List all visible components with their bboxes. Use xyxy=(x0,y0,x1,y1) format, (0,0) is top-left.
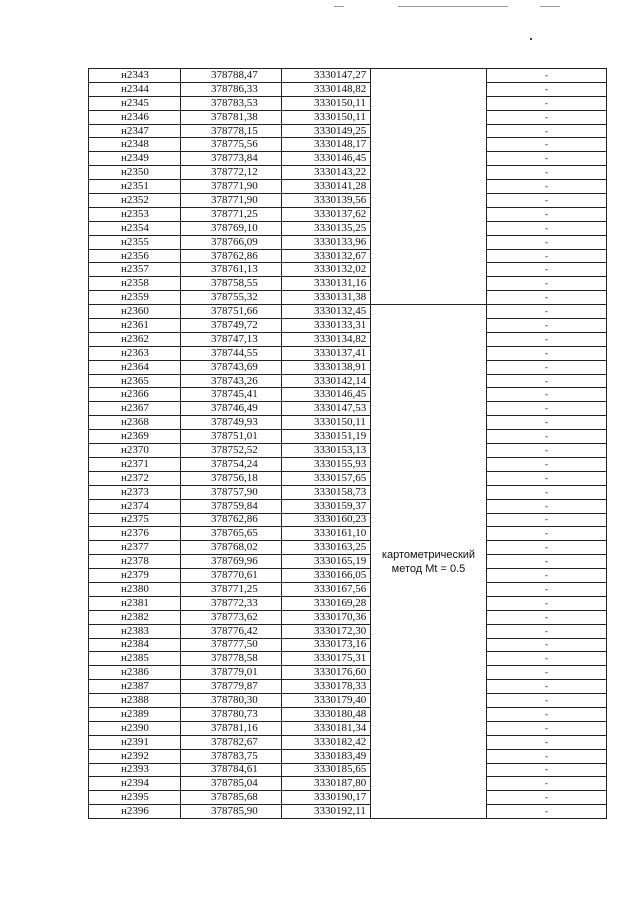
error-cell: - xyxy=(487,666,607,680)
y-coordinate-cell: 3330176,60 xyxy=(282,666,371,680)
x-coordinate-cell: 378749,93 xyxy=(181,416,282,430)
point-id-cell: н2390 xyxy=(89,721,181,735)
error-cell: - xyxy=(487,110,607,124)
y-coordinate-cell: 3330150,11 xyxy=(282,110,371,124)
x-coordinate-cell: 378762,86 xyxy=(181,249,282,263)
x-coordinate-cell: 378771,90 xyxy=(181,194,282,208)
point-id-cell: н2387 xyxy=(89,680,181,694)
error-cell: - xyxy=(487,457,607,471)
y-coordinate-cell: 3330158,73 xyxy=(282,485,371,499)
y-coordinate-cell: 3330182,42 xyxy=(282,735,371,749)
y-coordinate-cell: 3330143,22 xyxy=(282,166,371,180)
table-row xyxy=(89,624,607,638)
point-id-cell: н2396 xyxy=(89,805,181,819)
x-coordinate-cell: 378746,49 xyxy=(181,402,282,416)
table-row xyxy=(89,721,607,735)
error-cell: - xyxy=(487,138,607,152)
error-cell: - xyxy=(487,402,607,416)
x-coordinate-cell: 378770,61 xyxy=(181,569,282,583)
point-id-cell: н2378 xyxy=(89,555,181,569)
error-cell: - xyxy=(487,360,607,374)
error-cell: - xyxy=(487,444,607,458)
y-coordinate-cell: 3330153,13 xyxy=(282,444,371,458)
y-coordinate-cell: 3330147,27 xyxy=(282,69,371,83)
y-coordinate-cell: 3330132,67 xyxy=(282,249,371,263)
point-id-cell: н2393 xyxy=(89,763,181,777)
y-coordinate-cell: 3330170,36 xyxy=(282,610,371,624)
y-coordinate-cell: 3330161,10 xyxy=(282,527,371,541)
point-id-cell: н2383 xyxy=(89,624,181,638)
error-cell: - xyxy=(487,777,607,791)
point-id-cell: н2377 xyxy=(89,541,181,555)
x-coordinate-cell: 378779,87 xyxy=(181,680,282,694)
y-coordinate-cell: 3330173,16 xyxy=(282,638,371,652)
table-row xyxy=(89,791,607,805)
point-id-cell: н2385 xyxy=(89,652,181,666)
x-coordinate-cell: 378778,58 xyxy=(181,652,282,666)
table-row xyxy=(89,666,607,680)
y-coordinate-cell: 3330165,19 xyxy=(282,555,371,569)
y-coordinate-cell: 3330163,25 xyxy=(282,541,371,555)
table-row xyxy=(89,610,607,624)
error-cell: - xyxy=(487,596,607,610)
error-cell: - xyxy=(487,291,607,305)
point-id-cell: н2370 xyxy=(89,444,181,458)
y-coordinate-cell: 3330175,31 xyxy=(282,652,371,666)
coordinates-table xyxy=(88,68,607,819)
x-coordinate-cell: 378779,01 xyxy=(181,666,282,680)
y-coordinate-cell: 3330192,11 xyxy=(282,805,371,819)
point-id-cell: н2381 xyxy=(89,596,181,610)
error-cell: - xyxy=(487,430,607,444)
table-row xyxy=(89,763,607,777)
error-cell: - xyxy=(487,263,607,277)
error-cell: - xyxy=(487,180,607,194)
point-id-cell: н2354 xyxy=(89,221,181,235)
point-id-cell: н2359 xyxy=(89,291,181,305)
x-coordinate-cell: 378749,72 xyxy=(181,319,282,333)
table-row xyxy=(89,207,607,221)
point-id-cell: н2379 xyxy=(89,569,181,583)
y-coordinate-cell: 3330131,38 xyxy=(282,291,371,305)
y-coordinate-cell: 3330172,30 xyxy=(282,624,371,638)
point-id-cell: н2368 xyxy=(89,416,181,430)
x-coordinate-cell: 378769,96 xyxy=(181,555,282,569)
error-cell: - xyxy=(487,638,607,652)
table-row xyxy=(89,180,607,194)
table-row xyxy=(89,652,607,666)
table-row xyxy=(89,416,607,430)
point-id-cell: н2369 xyxy=(89,430,181,444)
x-coordinate-cell: 378769,10 xyxy=(181,221,282,235)
table-row xyxy=(89,388,607,402)
error-cell: - xyxy=(487,763,607,777)
point-id-cell: н2394 xyxy=(89,777,181,791)
table-row xyxy=(89,319,607,333)
table-row xyxy=(89,291,607,305)
x-coordinate-cell: 378758,55 xyxy=(181,277,282,291)
x-coordinate-cell: 378783,75 xyxy=(181,749,282,763)
x-coordinate-cell: 378773,62 xyxy=(181,610,282,624)
x-coordinate-cell: 378765,65 xyxy=(181,527,282,541)
table-row xyxy=(89,749,607,763)
table-row xyxy=(89,166,607,180)
table-row xyxy=(89,82,607,96)
y-coordinate-cell: 3330135,25 xyxy=(282,221,371,235)
error-cell: - xyxy=(487,680,607,694)
y-coordinate-cell: 3330148,82 xyxy=(282,82,371,96)
x-coordinate-cell: 378782,67 xyxy=(181,735,282,749)
point-id-cell: н2343 xyxy=(89,69,181,83)
table-row xyxy=(89,194,607,208)
error-cell: - xyxy=(487,194,607,208)
y-coordinate-cell: 3330190,17 xyxy=(282,791,371,805)
x-coordinate-cell: 378771,25 xyxy=(181,207,282,221)
y-coordinate-cell: 3330139,56 xyxy=(282,194,371,208)
table-row xyxy=(89,221,607,235)
point-id-cell: н2355 xyxy=(89,235,181,249)
x-coordinate-cell: 378743,26 xyxy=(181,374,282,388)
error-cell: - xyxy=(487,207,607,221)
x-coordinate-cell: 378785,04 xyxy=(181,777,282,791)
y-coordinate-cell: 3330133,31 xyxy=(282,319,371,333)
table-row xyxy=(89,277,607,291)
y-coordinate-cell: 3330179,40 xyxy=(282,694,371,708)
x-coordinate-cell: 378781,16 xyxy=(181,721,282,735)
y-coordinate-cell: 3330151,19 xyxy=(282,430,371,444)
y-coordinate-cell: 3330150,11 xyxy=(282,96,371,110)
y-coordinate-cell: 3330187,80 xyxy=(282,777,371,791)
table-row xyxy=(89,569,607,583)
point-id-cell: н2373 xyxy=(89,485,181,499)
table-row xyxy=(89,124,607,138)
point-id-cell: н2366 xyxy=(89,388,181,402)
x-coordinate-cell: 378761,13 xyxy=(181,263,282,277)
y-coordinate-cell: 3330146,45 xyxy=(282,152,371,166)
x-coordinate-cell: 378780,73 xyxy=(181,707,282,721)
y-coordinate-cell: 3330159,37 xyxy=(282,499,371,513)
point-id-cell: н2350 xyxy=(89,166,181,180)
method-cell-empty xyxy=(371,69,487,305)
point-id-cell: н2374 xyxy=(89,499,181,513)
error-cell: - xyxy=(487,235,607,249)
y-coordinate-cell: 3330146,45 xyxy=(282,388,371,402)
point-id-cell: н2384 xyxy=(89,638,181,652)
point-id-cell: н2386 xyxy=(89,666,181,680)
x-coordinate-cell: 378743,69 xyxy=(181,360,282,374)
error-cell: - xyxy=(487,624,607,638)
y-coordinate-cell: 3330155,93 xyxy=(282,457,371,471)
table-row xyxy=(89,235,607,249)
x-coordinate-cell: 378775,56 xyxy=(181,138,282,152)
point-id-cell: н2362 xyxy=(89,332,181,346)
x-coordinate-cell: 378785,68 xyxy=(181,791,282,805)
x-coordinate-cell: 378755,32 xyxy=(181,291,282,305)
y-coordinate-cell: 3330131,16 xyxy=(282,277,371,291)
error-cell: - xyxy=(487,319,607,333)
point-id-cell: н2375 xyxy=(89,513,181,527)
x-coordinate-cell: 378788,47 xyxy=(181,69,282,83)
point-id-cell: н2382 xyxy=(89,610,181,624)
point-id-cell: н2353 xyxy=(89,207,181,221)
y-coordinate-cell: 3330167,56 xyxy=(282,582,371,596)
y-coordinate-cell: 3330132,02 xyxy=(282,263,371,277)
table-row xyxy=(89,777,607,791)
point-id-cell: н2344 xyxy=(89,82,181,96)
table-row xyxy=(89,805,607,819)
x-coordinate-cell: 378762,86 xyxy=(181,513,282,527)
point-id-cell: н2389 xyxy=(89,707,181,721)
point-id-cell: н2351 xyxy=(89,180,181,194)
table-row xyxy=(89,541,607,555)
table-row xyxy=(89,680,607,694)
x-coordinate-cell: 378768,02 xyxy=(181,541,282,555)
error-cell: - xyxy=(487,652,607,666)
error-cell: - xyxy=(487,582,607,596)
error-cell: - xyxy=(487,416,607,430)
table-row xyxy=(89,499,607,513)
x-coordinate-cell: 378747,13 xyxy=(181,332,282,346)
error-cell: - xyxy=(487,82,607,96)
table-row xyxy=(89,138,607,152)
x-coordinate-cell: 378759,84 xyxy=(181,499,282,513)
y-coordinate-cell: 3330148,17 xyxy=(282,138,371,152)
x-coordinate-cell: 378772,33 xyxy=(181,596,282,610)
y-coordinate-cell: 3330169,28 xyxy=(282,596,371,610)
y-coordinate-cell: 3330160,23 xyxy=(282,513,371,527)
point-id-cell: н2356 xyxy=(89,249,181,263)
error-cell: - xyxy=(487,221,607,235)
table-row xyxy=(89,527,607,541)
error-cell: - xyxy=(487,513,607,527)
y-coordinate-cell: 3330181,34 xyxy=(282,721,371,735)
scan-artifact xyxy=(334,6,344,7)
x-coordinate-cell: 378781,38 xyxy=(181,110,282,124)
point-id-cell: н2348 xyxy=(89,138,181,152)
error-cell: - xyxy=(487,346,607,360)
table-row xyxy=(89,638,607,652)
y-coordinate-cell: 3330147,53 xyxy=(282,402,371,416)
table-row xyxy=(89,110,607,124)
error-cell: - xyxy=(487,471,607,485)
error-cell: - xyxy=(487,610,607,624)
table-row xyxy=(89,360,607,374)
table-row xyxy=(89,485,607,499)
table-row xyxy=(89,249,607,263)
error-cell: - xyxy=(487,555,607,569)
table-row xyxy=(89,444,607,458)
table-row xyxy=(89,596,607,610)
x-coordinate-cell: 378751,66 xyxy=(181,305,282,319)
table-row xyxy=(89,402,607,416)
error-cell: - xyxy=(487,749,607,763)
y-coordinate-cell: 3330180,48 xyxy=(282,707,371,721)
x-coordinate-cell: 378773,84 xyxy=(181,152,282,166)
x-coordinate-cell: 378745,41 xyxy=(181,388,282,402)
coordinates-table-body xyxy=(89,69,607,819)
error-cell: - xyxy=(487,305,607,319)
error-cell: - xyxy=(487,332,607,346)
y-coordinate-cell: 3330133,96 xyxy=(282,235,371,249)
point-id-cell: н2380 xyxy=(89,582,181,596)
point-id-cell: н2349 xyxy=(89,152,181,166)
error-cell: - xyxy=(487,277,607,291)
y-coordinate-cell: 3330134,82 xyxy=(282,332,371,346)
error-cell: - xyxy=(487,485,607,499)
error-cell: - xyxy=(487,527,607,541)
error-cell: - xyxy=(487,388,607,402)
point-id-cell: н2352 xyxy=(89,194,181,208)
table-row xyxy=(89,582,607,596)
table-row xyxy=(89,346,607,360)
y-coordinate-cell: 3330150,11 xyxy=(282,416,371,430)
y-coordinate-cell: 3330137,62 xyxy=(282,207,371,221)
error-cell: - xyxy=(487,166,607,180)
y-coordinate-cell: 3330178,33 xyxy=(282,680,371,694)
table-row xyxy=(89,332,607,346)
error-cell: - xyxy=(487,124,607,138)
point-id-cell: н2372 xyxy=(89,471,181,485)
point-id-cell: н2364 xyxy=(89,360,181,374)
point-id-cell: н2391 xyxy=(89,735,181,749)
error-cell: - xyxy=(487,96,607,110)
error-cell: - xyxy=(487,374,607,388)
y-coordinate-cell: 3330137,41 xyxy=(282,346,371,360)
scan-artifact xyxy=(540,6,560,7)
point-id-cell: н2392 xyxy=(89,749,181,763)
x-coordinate-cell: 378766,09 xyxy=(181,235,282,249)
error-cell: - xyxy=(487,499,607,513)
x-coordinate-cell: 378744,55 xyxy=(181,346,282,360)
point-id-cell: н2388 xyxy=(89,694,181,708)
x-coordinate-cell: 378754,24 xyxy=(181,457,282,471)
point-id-cell: н2395 xyxy=(89,791,181,805)
table-row xyxy=(89,471,607,485)
x-coordinate-cell: 378751,01 xyxy=(181,430,282,444)
x-coordinate-cell: 378756,18 xyxy=(181,471,282,485)
error-cell: - xyxy=(487,805,607,819)
table-row xyxy=(89,513,607,527)
x-coordinate-cell: 378777,50 xyxy=(181,638,282,652)
x-coordinate-cell: 378752,52 xyxy=(181,444,282,458)
x-coordinate-cell: 378786,33 xyxy=(181,82,282,96)
x-coordinate-cell: 378783,53 xyxy=(181,96,282,110)
error-cell: - xyxy=(487,735,607,749)
y-coordinate-cell: 3330141,28 xyxy=(282,180,371,194)
error-cell: - xyxy=(487,694,607,708)
table-row xyxy=(89,694,607,708)
error-cell: - xyxy=(487,707,607,721)
x-coordinate-cell: 378772,12 xyxy=(181,166,282,180)
table-row xyxy=(89,457,607,471)
y-coordinate-cell: 3330166,05 xyxy=(282,569,371,583)
x-coordinate-cell: 378778,15 xyxy=(181,124,282,138)
y-coordinate-cell: 3330183,49 xyxy=(282,749,371,763)
error-cell: - xyxy=(487,152,607,166)
error-cell: - xyxy=(487,721,607,735)
table-row xyxy=(89,735,607,749)
error-cell: - xyxy=(487,569,607,583)
x-coordinate-cell: 378757,90 xyxy=(181,485,282,499)
table-row xyxy=(89,555,607,569)
point-id-cell: н2376 xyxy=(89,527,181,541)
y-coordinate-cell: 3330138,91 xyxy=(282,360,371,374)
scan-dot xyxy=(530,38,532,40)
point-id-cell: н2360 xyxy=(89,305,181,319)
point-id-cell: н2345 xyxy=(89,96,181,110)
x-coordinate-cell: 378784,61 xyxy=(181,763,282,777)
point-id-cell: н2371 xyxy=(89,457,181,471)
table-row xyxy=(89,152,607,166)
table-row xyxy=(89,69,607,83)
x-coordinate-cell: 378785,90 xyxy=(181,805,282,819)
table-row xyxy=(89,707,607,721)
table-row xyxy=(89,96,607,110)
point-id-cell: н2358 xyxy=(89,277,181,291)
error-cell: - xyxy=(487,791,607,805)
x-coordinate-cell: 378776,42 xyxy=(181,624,282,638)
error-cell: - xyxy=(487,69,607,83)
table-row xyxy=(89,263,607,277)
scan-artifact xyxy=(398,6,508,7)
error-cell: - xyxy=(487,541,607,555)
error-cell: - xyxy=(487,249,607,263)
y-coordinate-cell: 3330149,25 xyxy=(282,124,371,138)
point-id-cell: н2347 xyxy=(89,124,181,138)
x-coordinate-cell: 378780,30 xyxy=(181,694,282,708)
table-row xyxy=(89,430,607,444)
y-coordinate-cell: 3330157,65 xyxy=(282,471,371,485)
y-coordinate-cell: 3330132,45 xyxy=(282,305,371,319)
y-coordinate-cell: 3330142,14 xyxy=(282,374,371,388)
method-cell: картометрический метод Mt = 0.5 xyxy=(371,305,487,819)
point-id-cell: н2346 xyxy=(89,110,181,124)
x-coordinate-cell: 378771,90 xyxy=(181,180,282,194)
y-coordinate-cell: 3330185,65 xyxy=(282,763,371,777)
point-id-cell: н2363 xyxy=(89,346,181,360)
point-id-cell: н2361 xyxy=(89,319,181,333)
point-id-cell: н2365 xyxy=(89,374,181,388)
table-row xyxy=(89,374,607,388)
x-coordinate-cell: 378771,25 xyxy=(181,582,282,596)
point-id-cell: н2367 xyxy=(89,402,181,416)
table-row xyxy=(89,305,607,319)
point-id-cell: н2357 xyxy=(89,263,181,277)
